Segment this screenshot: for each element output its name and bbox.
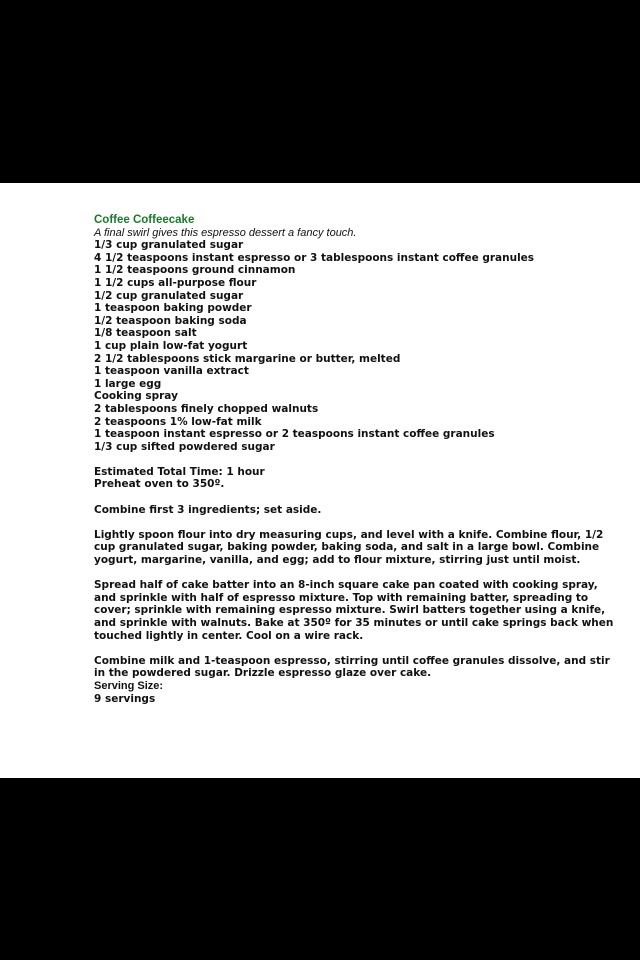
ingredient-list <box>94 239 614 453</box>
ingredient-item: 1 teaspoon baking powder <box>94 302 252 315</box>
recipe-content <box>94 214 614 705</box>
ingredient-item: Cooking spray <box>94 390 178 403</box>
ingredient-item: 1 1/2 cups all-purpose flour <box>94 276 257 289</box>
ingredient-item: 1 cup plain low-fat yogurt <box>94 339 248 352</box>
ingredient-item: 1/3 cup granulated sugar <box>94 239 244 252</box>
recipe-title: Coffee Coffeecake <box>94 214 195 226</box>
ingredient-item: 1 teaspoon instant espresso or 2 teaspoons instant coffee granules <box>94 428 495 441</box>
document-page <box>0 183 640 778</box>
serving-size-label: Serving Size: <box>94 679 164 692</box>
ingredient-item: 2 teaspoons 1% low-fat milk <box>94 415 262 428</box>
serving-size-value: 9 servings <box>94 692 156 705</box>
recipe-subtitle: A final swirl gives this espresso dessert a fancy touch. <box>94 226 357 239</box>
ingredient-item: 1 1/2 teaspoons ground cinnamon <box>94 264 296 277</box>
step-paragraph: Spread half of cake batter into an 8-inch square cake pan coated with cooking spray, and sprinkle with half of espresso mixture. Top with remaining batter, spreading to cover; sprinkle with remaining espresso mixture. Swirl batters together using a knife, and sprinkle with walnuts. Bake at 350º for 35 minutes or until cake springs back when touched lightly in center. Cool on a wire rack. <box>94 579 614 642</box>
ingredient-item: 2 1/2 tablespoons stick margarine or butter, melted <box>94 352 401 365</box>
step-paragraph: Lightly spoon flour into dry measuring cups, and level with a knife. Combine flour, 1/2 cup granulated sugar, baking powder, baking soda, and salt in a large bowl. Combine yogurt, margarine, vanilla, and egg; add to flour mixture, stirring just until moist. <box>94 528 604 567</box>
step-paragraph: Combine milk and 1-teaspoon espresso, stirring until coffee granules dissolve, and stir in the powdered sugar. Drizzle espresso glaze over cake. <box>94 654 610 680</box>
ingredient-item: 1 teaspoon vanilla extract <box>94 365 249 378</box>
step-paragraph: Combine first 3 ingredients; set aside. <box>94 503 322 516</box>
ingredient-item: 1/8 teaspoon salt <box>94 327 197 340</box>
ingredient-item: 2 tablespoons finely chopped walnuts <box>94 402 319 415</box>
ingredient-item: 1/2 cup granulated sugar <box>94 289 244 302</box>
ingredient-item: 1/2 teaspoon baking soda <box>94 314 247 327</box>
ingredient-item: 1/3 cup sifted powdered sugar <box>94 440 275 453</box>
total-time: Estimated Total Time: 1 hour <box>94 465 265 478</box>
preheat-instruction: Preheat oven to 350º. <box>94 478 225 491</box>
ingredient-item: 1 large egg <box>94 377 162 390</box>
ingredient-item: 4 1/2 teaspoons instant espresso or 3 tablespoons instant coffee granules <box>94 251 535 264</box>
